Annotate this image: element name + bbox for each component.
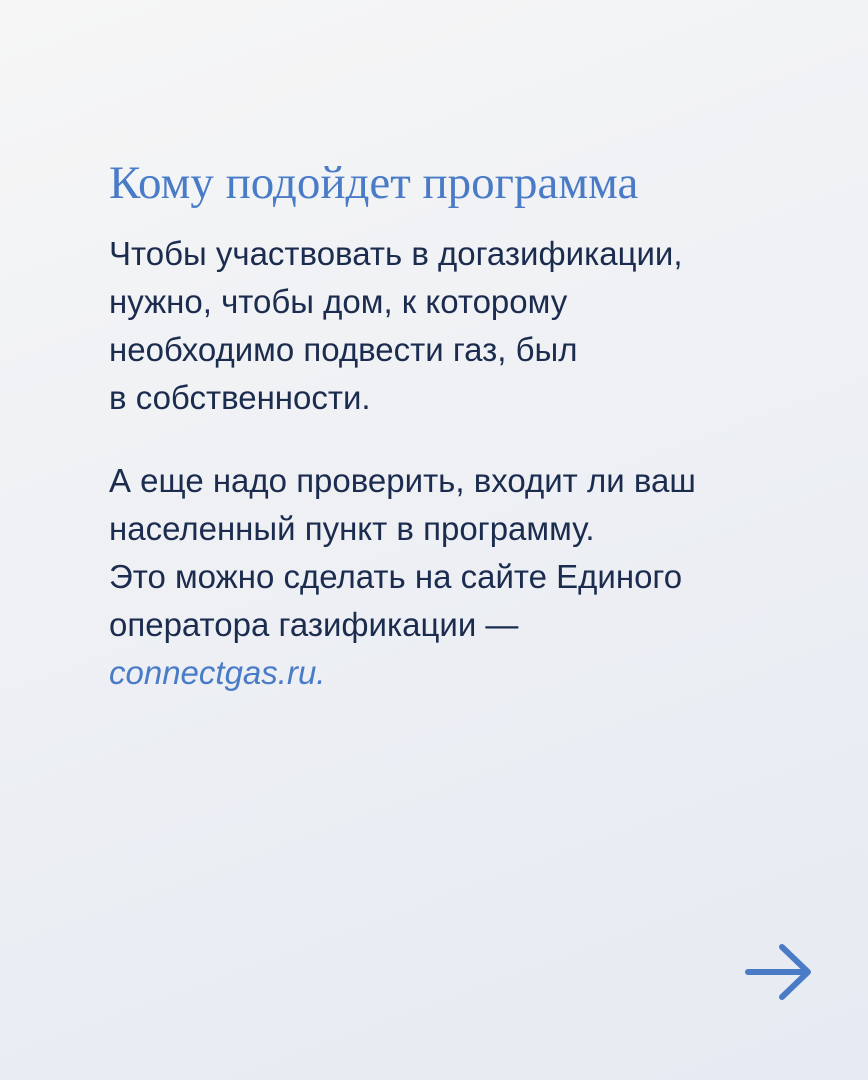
text-line: нужно, чтобы дом, к которому xyxy=(109,283,568,320)
slide-title: Кому подойдет программа xyxy=(109,157,639,209)
arrow-right-icon xyxy=(744,940,814,1004)
connectgas-link[interactable]: connectgas.ru. xyxy=(109,654,326,691)
paragraph-check-locality xyxy=(109,457,809,697)
text-line: в собственности. xyxy=(109,379,371,416)
text-line: Это можно сделать на сайте Единого xyxy=(109,558,683,595)
next-button[interactable] xyxy=(744,940,814,1004)
text-line: необходимо подвести газ, был xyxy=(109,331,578,368)
text-line: Чтобы участвовать в догазификации, xyxy=(109,235,683,272)
link-line xyxy=(109,649,809,697)
text-line: населенный пункт в программу. xyxy=(109,510,595,547)
text-line: оператора газификации — xyxy=(109,606,519,643)
paragraph-ownership xyxy=(109,230,809,422)
text-line: А еще надо проверить, входит ли ваш xyxy=(109,462,696,499)
